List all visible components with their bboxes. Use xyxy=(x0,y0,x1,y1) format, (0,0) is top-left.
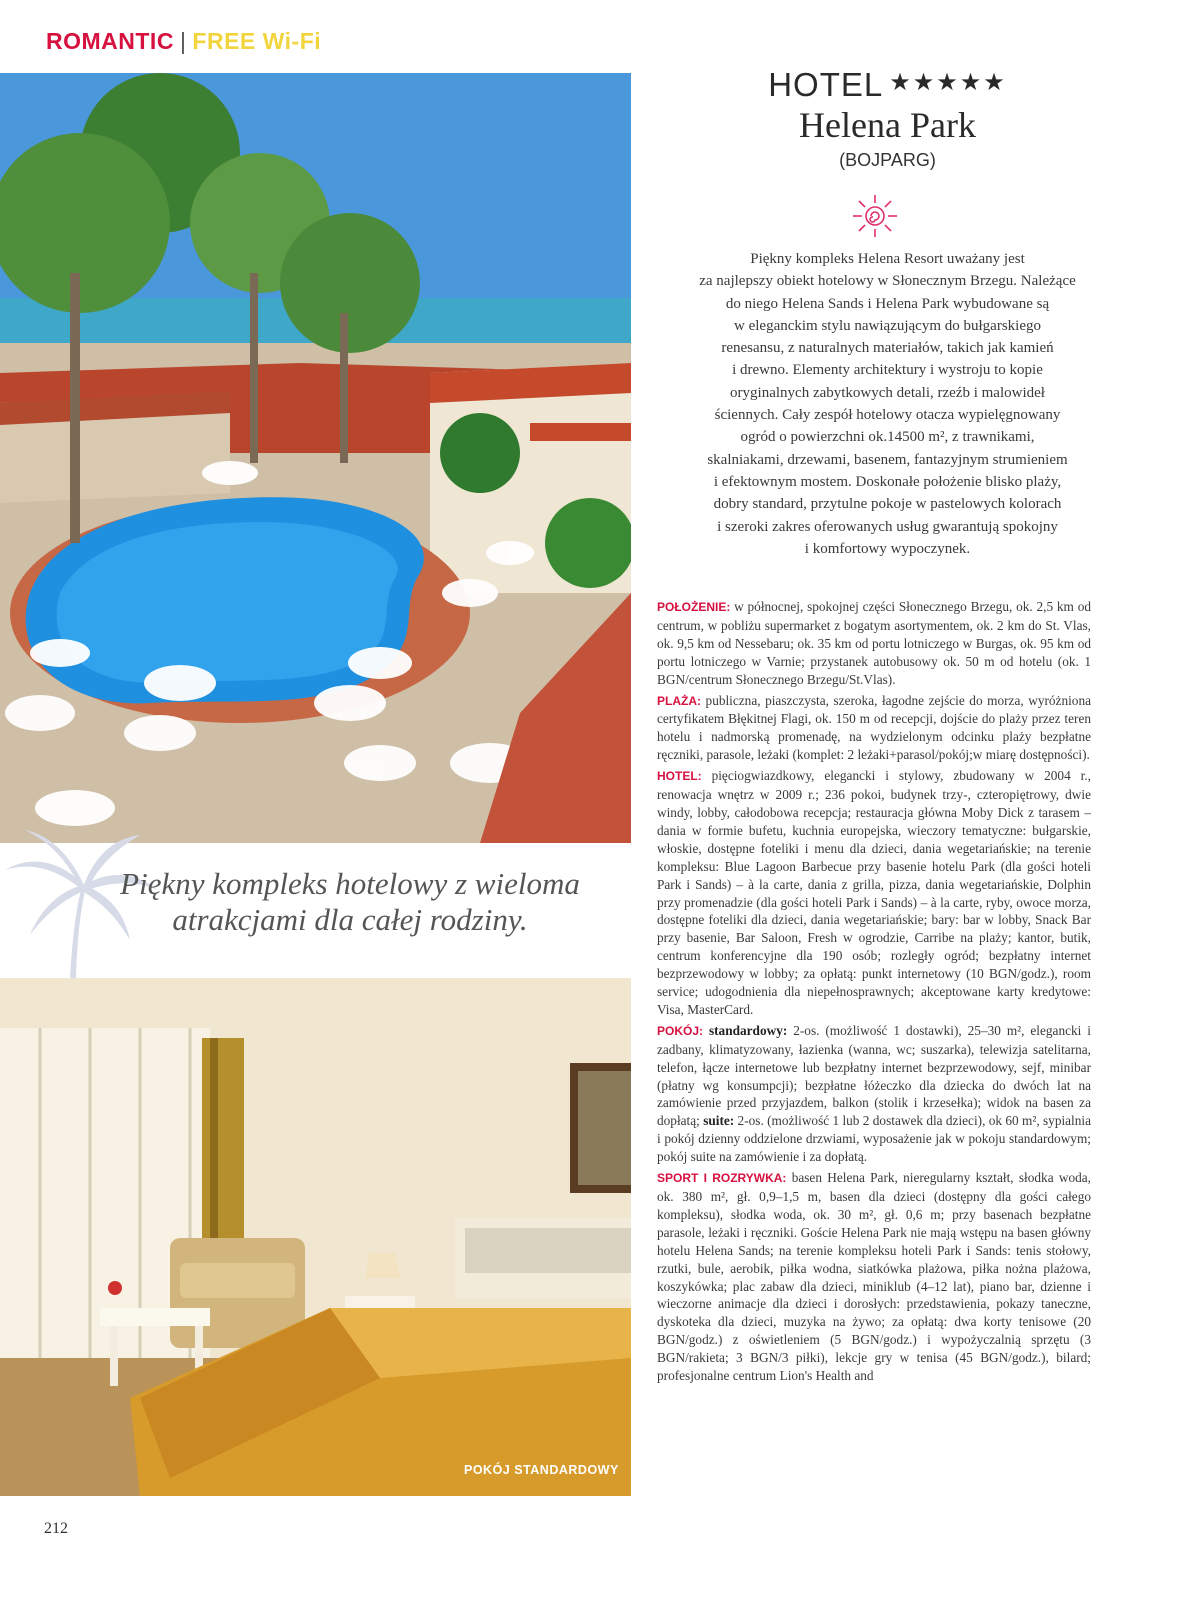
intro-line: oryginalnych zabytkowych detali, rzeźb i malowideł xyxy=(730,384,1045,401)
sport-text: basen Helena Park, nieregularny kształt, słodka woda, ok. 380 m², gł. 0,9–1,5 m, basen dla dzieci (dostępny dla gości całego kompleksu), słodka woda, ok. 30 m², gł. 0,6 m; przy basenach bezpłatne parasole, leżaki i ręczniki. Goście Helena Park nie mają wstępu na basen główny hotelu Helena Sands; na terenie kompleksu hoteli Park i Sands: tenis stołowy, rzutki, bule, aerobik, piłka wodna, siatkówka plażowa, piłka nożna plażowa, koszykówka; plac zabaw dla dzieci, miniklub (4–12 lat), piano bar, dzienne i wieczorne animacje dla dzieci i dorosłych: przedstawienia, pokazy taneczne, dyskoteka dla dzieci, muzyka na żywo; za opłatą: dwa korty tenisowe (20 BGN/godz.) z oświetleniem (5 BGN/godz.) i wypożyczalnią sprzętu (3 BGN/rakieta; 3 BGN/3 piłki), lekcje gry w tenisa (45 BGN/godz.), bilard; profesjonalne centrum Lion's Health and xyxy=(657,1170,1091,1384)
standard-label: standardowy: xyxy=(708,1022,788,1038)
intro-line: Piękny kompleks Helena Resort uważany jest xyxy=(750,251,1025,267)
quote-line: atrakcjami dla całej rodziny. xyxy=(172,902,528,937)
standard-text: 2-os. (możliwość 1 dostawki), 25–30 m², elegancki i zadbany, klimatyzowany, łazienka (wanna, wc; suszarka), telewizja satelitarna, telefon, łącze internetowe lub bezpłatny internet bezprzewodowy, sejf, minibar (płatny wg konsumpcji); bezpłatne łóżeczko dla dziecka do dwóch lat na zamówienie przed przyjazdem, balkon (stolik i krzesełka); widok na basen za dopłatą; xyxy=(657,1022,1091,1129)
pull-quote xyxy=(60,866,640,938)
sun-icon xyxy=(850,193,900,239)
intro-line: skalniakami, drzewami, basenem, fantazyjnym strumieniem xyxy=(707,451,1068,468)
suite-label: suite: xyxy=(703,1113,735,1129)
pool-photo xyxy=(0,73,631,843)
intro-line: i komfortowy wypoczynek. xyxy=(804,540,971,557)
hotel-location: (BOJPARG) xyxy=(839,150,936,170)
location-text: w północnej, spokojnej części Słonecznego Brzegu, ok. 2,5 km od centrum, w pobliżu supermarket z bogatym asortymentem, ok. 2 km do St. Vlas, ok. 9,5 km od Nessebaru; ok. 35 km od portu lotniczego w Burgas, ok. 95 km od portu lotniczego w Varnie; przystanek autobusowy ok. 50 m od hotelu (ok. 1 BGN/centrum Słonecznego Brzegu/St.Vlas). xyxy=(657,599,1091,687)
intro-line: renesansu, z naturalnych materiałów, takich jak kamień xyxy=(721,340,1054,357)
page-number: 212 xyxy=(44,1520,68,1537)
intro-line: w eleganckim stylu nawiązującym do bułgarskiego xyxy=(734,317,1041,334)
quote-line: Piękny kompleks hotelowy z wieloma xyxy=(120,866,580,901)
intro-line: ściennych. Cały zespół hotelowy otacza wypielęgnowany xyxy=(714,407,1061,424)
intro-line: dobry standard, przytulne pokoje w pastelowych kolorach xyxy=(713,496,1062,513)
beach-label: PLAŻA: xyxy=(657,693,701,708)
room-photo xyxy=(0,978,631,1496)
intro-line: do niego Helena Sands i Helena Park wybudowane są xyxy=(725,295,1050,312)
sport-section xyxy=(657,1169,1091,1385)
photo-caption: POKÓJ STANDARDOWY xyxy=(464,1463,619,1477)
beach-section xyxy=(657,692,1091,765)
intro-paragraph xyxy=(660,248,1115,560)
hotel-name: Helena Park xyxy=(799,105,976,145)
sport-label: SPORT I ROZRYWKA: xyxy=(657,1171,787,1186)
location-label: POŁOŻENIE: xyxy=(657,600,731,614)
intro-line: i szeroki zakres oferowanych usług gwarantują spokojny xyxy=(717,518,1058,535)
header-separator: | xyxy=(179,28,187,54)
beach-text: publiczna, piaszczysta, szeroka, łagodne zejście do morza, wyróżniona certyfikatem Błękitnej Flagi, ok. 150 m od recepcji, dojście do plaży przez teren hotelu i nadmorską promenadę, na wydzielonym odcinku plaży bezpłatne ręczniki, parasole, leżaki (komplet: 2 leżaki+parasol/pokój;w miarę dostępności). xyxy=(657,692,1091,763)
intro-line: i drewno. Elementy architektury i wystroju to kopie xyxy=(732,362,1043,379)
intro-line: ogród o powierzchni ok.14500 m², z trawnikami, xyxy=(740,429,1035,446)
intro-line: i efektownym mostem. Doskonałe położenie blisko plaży, xyxy=(713,473,1062,490)
hotel-section xyxy=(657,767,1091,1019)
hotel-type: HOTEL xyxy=(768,66,884,103)
star-rating: ★★★★★ xyxy=(889,69,1007,96)
room-section xyxy=(657,1022,1091,1166)
intro-line: za najlepszy obiekt hotelowy w Słonecznym Brzegu. Należące xyxy=(699,273,1076,290)
room-label: POKÓJ: xyxy=(657,1023,704,1038)
hotel-text: pięciogwiazdkowy, elegancki i stylowy, zbudowany w 2004 r., renowacja wnętrz w 2009 r.; 236 pokoi, budynek trzy-, czteropiętrowy, dwie windy, lobby, całodobowa recepcja; restauracja główna Moby Dick z tarasem – dania w formie bufetu, kuchnia europejska, wieczory tematyczne: bułgarskie, włoskie, dostępne foteliki i menu dla dzieci, dania wegetariańskie; na terenie kompleksu: Blue Lagoon Barbecue przy basenie hotelu Park (dla gości hoteli Park i Sands) – à la carte, dania z grilla, pizza, dania wegetariańskie, Dolphin przy promenadzie (dla gości hoteli Park i Sands) – à la carte, ryby, owoce morza, dostępne foteliki dla dzieci, dania wegetariańskie; bary: bar w lobby, Snack Bar przy basenie, Bar Saloon, Fresh w ogrodzie, Carribe na plaży; kantor, butik, centrum konferencyjne dla 190 osób; rozległy ogród; bezpłatny internet bezprzewodowy w lobby; za opłatą: punkt internetowy (10 BGN/godz.), room service; udogodnienia dla niepełnosprawnych; akceptowane karty kredytowe: Visa, MasterCard. xyxy=(657,768,1091,1017)
wifi-label: FREE Wi-Fi xyxy=(192,28,322,54)
category-label: ROMANTIC xyxy=(46,28,174,54)
page-header xyxy=(46,28,321,55)
hotel-details xyxy=(657,598,1091,1388)
suite-text: 2-os. (możliwość 1 lub 2 dostawek dla dzieci), ok 60 m², sypialnia i pokój dzienny oddzielone drzwiami, wyposażenie jak w pokoju standardowym; pokój suite na zamówienie i za dopłatą. xyxy=(657,1113,1092,1165)
location-section xyxy=(657,598,1091,689)
hotel-type-line xyxy=(660,66,1115,104)
hotel-label: HOTEL: xyxy=(657,769,702,784)
